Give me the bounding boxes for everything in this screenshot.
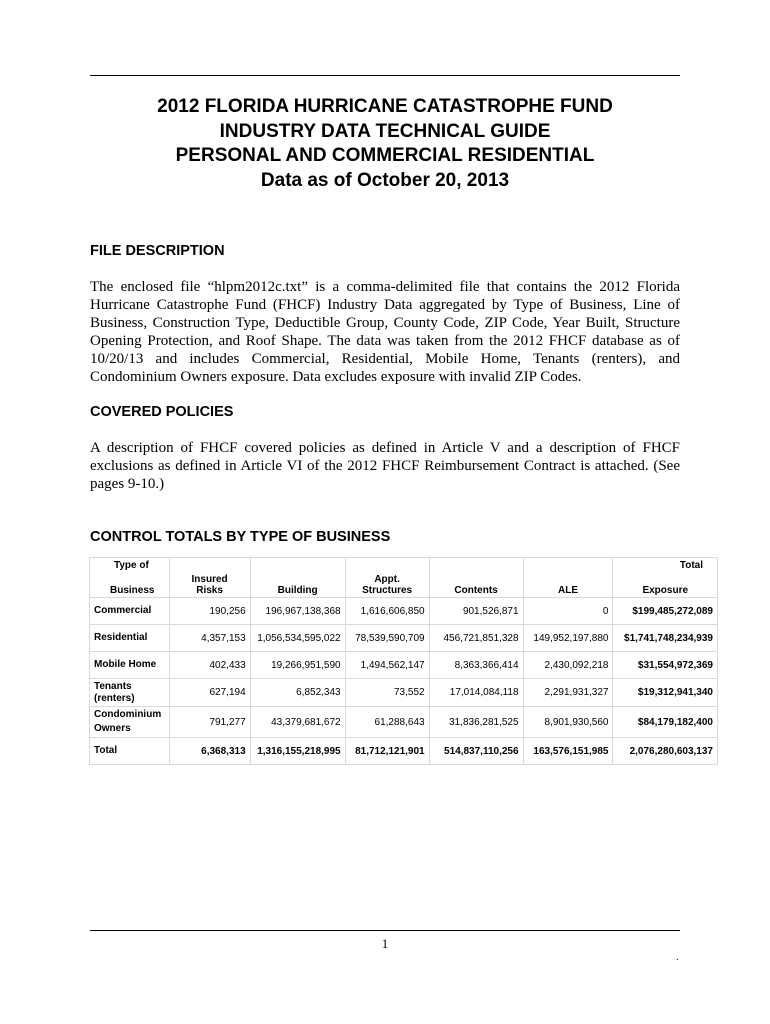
- header-contents: Contents: [429, 558, 523, 598]
- cell-appt: 78,539,590,709: [345, 625, 429, 652]
- table-row: [90, 707, 718, 738]
- cell-appt: 81,712,121,901: [345, 738, 429, 765]
- cell-risks: 791,277: [169, 707, 250, 738]
- cell-total: $84,179,182,400: [613, 707, 718, 738]
- table-row: [90, 625, 718, 652]
- cell-contents: 31,836,281,525: [429, 707, 523, 738]
- cell-contents: [429, 738, 523, 765]
- cell-building: [250, 738, 345, 765]
- cell-contents-value: 514,837,110,256: [444, 745, 519, 757]
- header-rule: [90, 75, 680, 76]
- cell-risks: 627,194: [169, 679, 250, 707]
- cell-type: Residential: [90, 625, 170, 652]
- cell-ale: 2,291,931,327: [523, 679, 613, 707]
- title-line-1: 2012 FLORIDA HURRICANE CATASTROPHE FUND: [157, 96, 613, 117]
- cell-contents: 17,014,084,118: [429, 679, 523, 707]
- header-type-of-business: [90, 558, 170, 598]
- footer-rule: [90, 930, 680, 931]
- cell-contents: 901,526,871: [429, 598, 523, 625]
- cell-contents: 8,363,366,414: [429, 652, 523, 679]
- cell-ale: 149,952,197,880: [523, 625, 613, 652]
- title-line-2: INDUSTRY DATA TECHNICAL GUIDE: [219, 120, 551, 142]
- header-total-bottom: Exposure: [642, 585, 689, 596]
- control-totals-heading: CONTROL TOTALS BY TYPE OF BUSINESS: [90, 529, 391, 545]
- cell-total: $199,485,272,089: [613, 598, 718, 625]
- page-number: 1: [381, 936, 389, 951]
- cell-type: Condominium Owners: [90, 707, 170, 738]
- cell-contents-value: 456,721,851,328: [443, 632, 519, 644]
- table-row: [90, 652, 718, 679]
- header-total-top: Total: [679, 560, 703, 571]
- cell-type: Total: [90, 738, 170, 765]
- footer-dot: .: [676, 952, 679, 963]
- cell-appt: 73,552: [345, 679, 429, 707]
- cell-building: 19,266,951,590: [250, 652, 345, 679]
- cell-ale: 8,901,930,560: [523, 707, 613, 738]
- header-insured-risks: Insured Risks: [169, 558, 250, 598]
- control-totals-table: [89, 557, 718, 765]
- cell-building-value: 1,316,155,218,995: [257, 745, 341, 757]
- header-appt-structures: Appt. Structures: [345, 558, 429, 598]
- covered-policies-text: A description of FHCF covered policies as defined in Article V and a description of FHCF exclusions as defined in Article VI of the 2012 FHCF Reimbursement Contract is attached. (See pages 9-10.): [90, 440, 680, 492]
- header-ale: ALE: [523, 558, 613, 598]
- header-type-bottom: Business: [110, 585, 155, 596]
- covered-policies-heading: COVERED POLICIES: [90, 404, 234, 420]
- file-description-text: The enclosed file “hlpm2012c.txt” is a comma-delimited file that contains the 2012 Florida Hurricane Catastrophe Fund (FHCF) Industry Data aggregated by Type of Business, Line of Business, Construction Type, Deductible Group, County Code, ZIP Code, Year Built, Structure Opening Protection, and Roof Shape. The data was taken from the 2012 FHCF database as of 10/20/13 and includes Commercial, Residential, Mobile Home, Tenants (renters), and Condominium Owners exposure. Data excludes exposure with invalid ZIP Codes.: [90, 279, 680, 385]
- cell-total: [613, 625, 718, 652]
- cell-appt: 1,494,562,147: [345, 652, 429, 679]
- cell-building: 43,379,681,672: [250, 707, 345, 738]
- cell-total: $31,554,972,369: [613, 652, 718, 679]
- cell-ale: 0: [523, 598, 613, 625]
- cell-ale: 2,430,092,218: [523, 652, 613, 679]
- header-total-exposure: [613, 558, 718, 598]
- cell-building-value: 1,056,534,595,022: [257, 632, 341, 644]
- title-line-3: PERSONAL AND COMMERCIAL RESIDENTIAL: [175, 145, 595, 166]
- cell-total: 2,076,280,603,137: [613, 738, 718, 765]
- cell-contents: [429, 625, 523, 652]
- cell-ale: 163,576,151,985: [523, 738, 613, 765]
- cell-type: Mobile Home: [90, 652, 170, 679]
- table-total-row: [90, 738, 718, 765]
- cell-risks: 6,368,313: [169, 738, 250, 765]
- cell-type: Tenants (renters): [90, 679, 170, 707]
- title-line-4: Data as of October 20, 2013: [260, 169, 510, 191]
- cell-building: 6,852,343: [250, 679, 345, 707]
- cell-risks: 4,357,153: [169, 625, 250, 652]
- document-title: [90, 95, 680, 193]
- table-row: [90, 598, 718, 625]
- cell-total-value: $1,741,748,234,939: [624, 632, 713, 644]
- header-building: Building: [250, 558, 345, 598]
- file-description-heading: FILE DESCRIPTION: [90, 243, 225, 259]
- header-type-top: Type of: [114, 560, 149, 571]
- cell-building: 196,967,138,368: [250, 598, 345, 625]
- cell-risks: 402,433: [169, 652, 250, 679]
- cell-appt: 1,616,606,850: [345, 598, 429, 625]
- cell-appt: 61,288,643: [345, 707, 429, 738]
- cell-risks: 190,256: [169, 598, 250, 625]
- table-row: [90, 679, 718, 707]
- table-header-row: [90, 558, 718, 598]
- cell-total: $19,312,941,340: [613, 679, 718, 707]
- cell-building: [250, 625, 345, 652]
- cell-type: Commercial: [90, 598, 170, 625]
